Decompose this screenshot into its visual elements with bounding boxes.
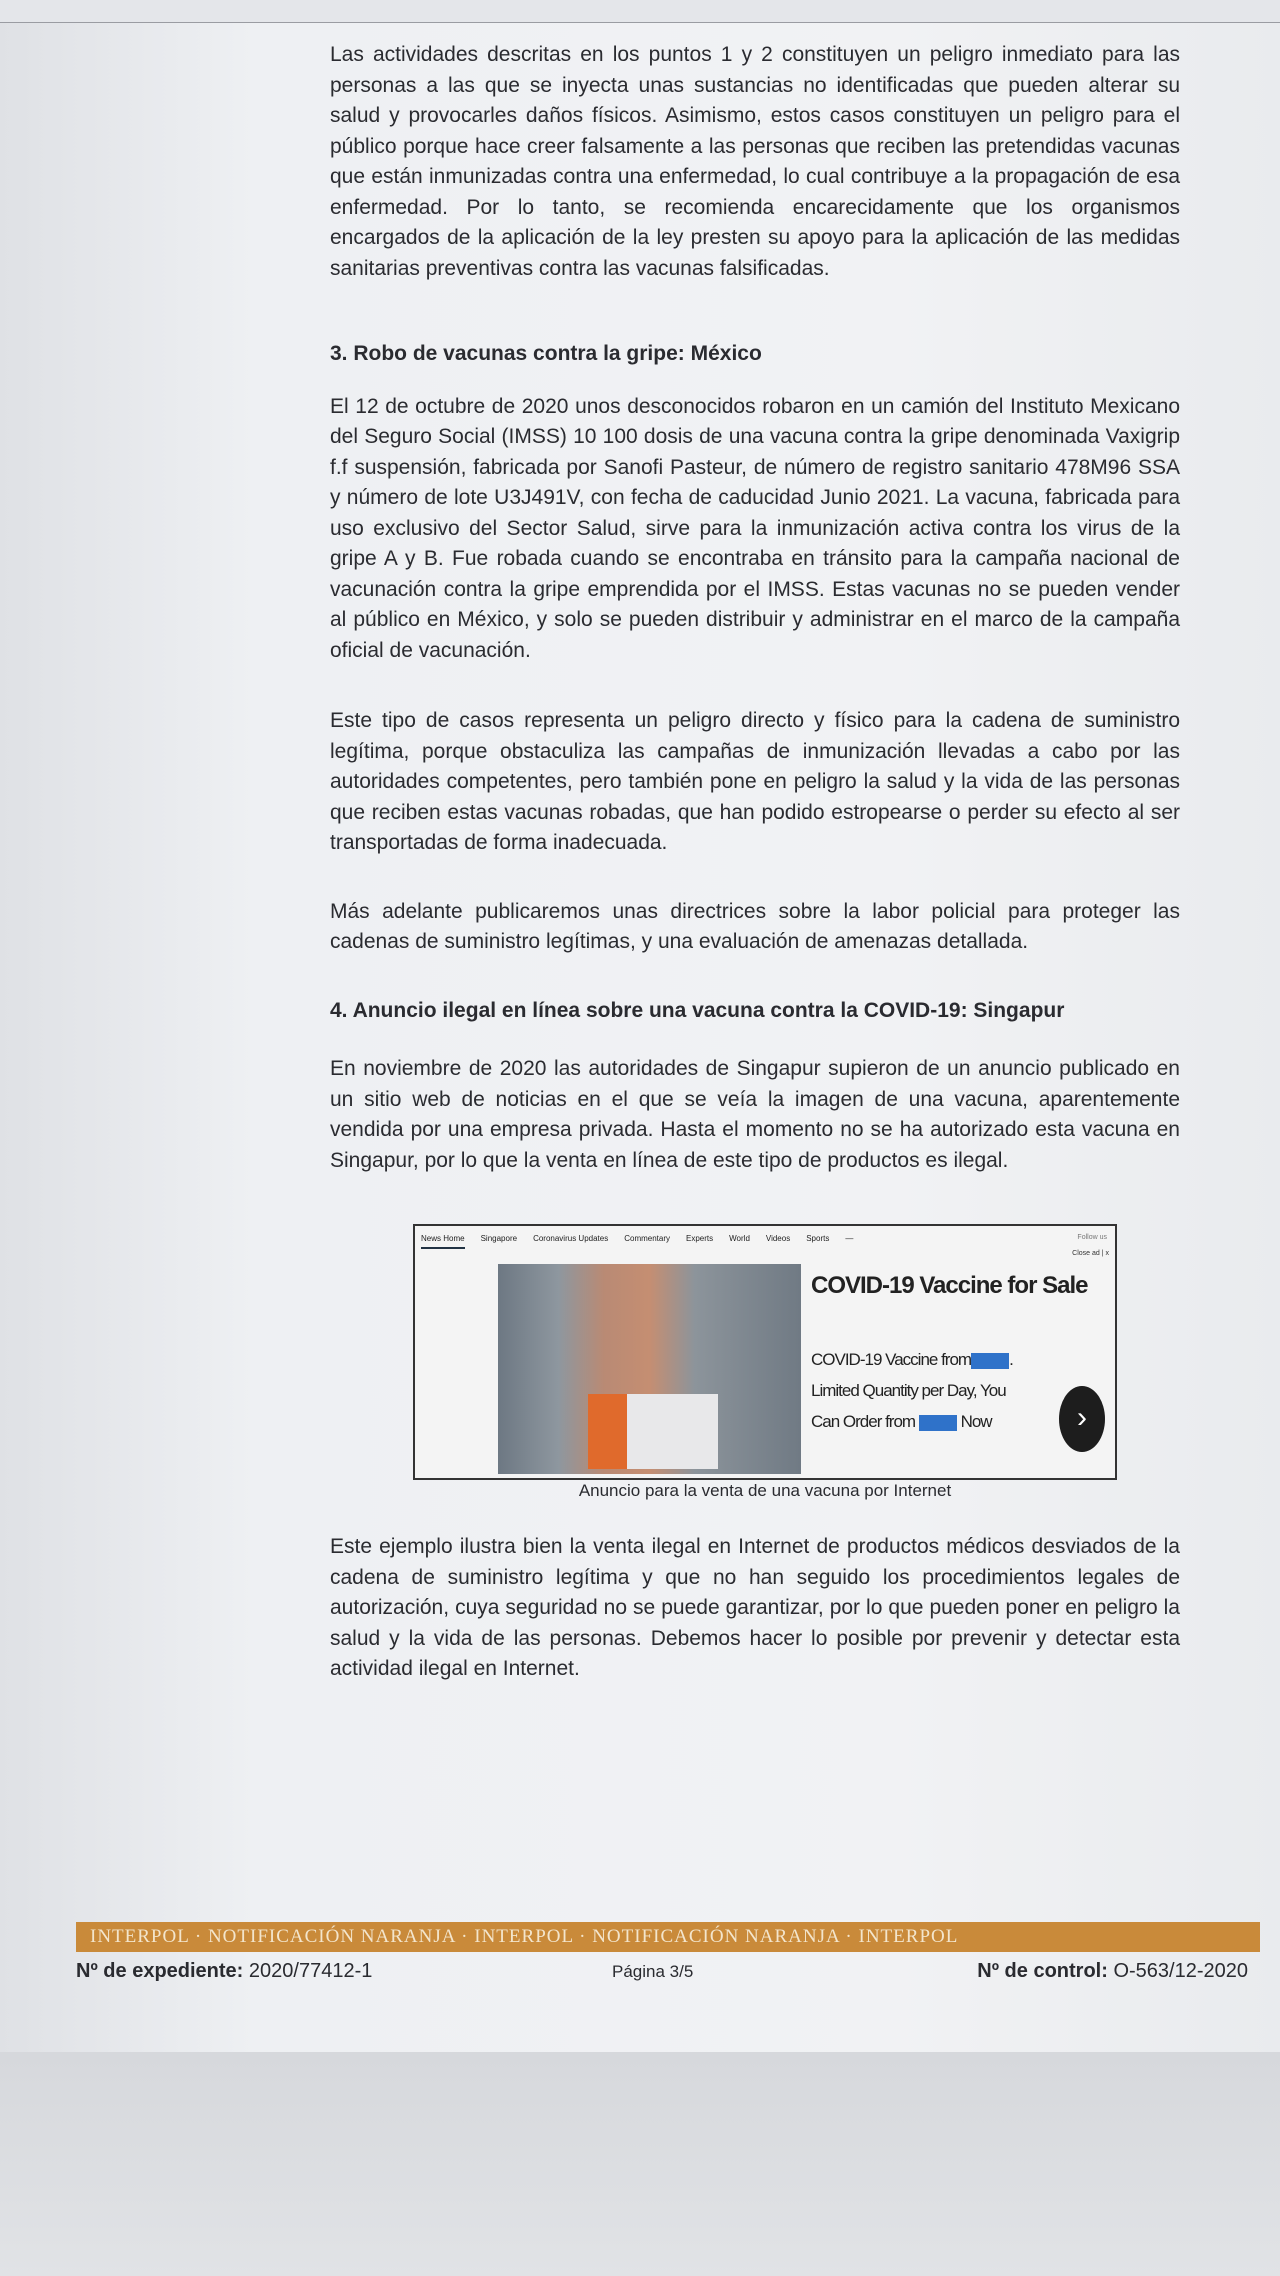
ad-line: Now [960, 1412, 992, 1431]
ad-line: Limited Quantity per Day, You [811, 1381, 1006, 1400]
nav-item: Singapore [480, 1234, 518, 1243]
paragraph: Este tipo de casos representa un peligro directo y físico para la cadena de suministro legítima, porque obstaculiza las campañas de inmunización llevadas a cabo por las autoridades competentes, pero también pone en peligro la salud y la vida de las personas que reciben estas vacunas robadas, que han podido estropearse o perder su efecto al ser transportadas de forma inadecuada. [330, 709, 1180, 854]
nav-item: News Home [421, 1234, 465, 1249]
ad-line: COVID-19 Vaccine from [811, 1350, 972, 1369]
figure-caption: Anuncio para la venta de una vacuna por Internet [578, 1481, 952, 1500]
news-nav [421, 1234, 853, 1249]
page-number: Página 3/5 [612, 1962, 694, 1981]
section-heading-3: 3. Robo de vacunas contra la gripe: México [330, 342, 762, 365]
redaction [971, 1353, 1009, 1369]
close-ad: Close ad | x [1072, 1250, 1109, 1257]
ad-line: Can Order from [811, 1412, 916, 1431]
paragraph: El 12 de octubre de 2020 unos desconocidos robaron en un camión del Instituto Mexicano del Seguro Social (IMSS) 10 100 dosis de una vacuna contra la gripe denominada Vaxigrip f.f suspensión, fabricada por Sanofi Pasteur, de número de registro sanitario 478M96 SSA y número de lote U3J491V, con fecha de caducidad Junio 2021. La vacuna, fabricada para uso exclusivo del Sector Salud, sirve para la inmunización activa contra los virus de la gripe A y B. Fue robada cuando se encontraba en tránsito para la campaña nacional de vacunación contra la gripe emprendida por el IMSS. Estas vacunas no se pueden vender al público en México, y solo se pueden distribuir y administrar en el marco de la campaña oficial de vacunación. [330, 394, 1180, 662]
chevron-right-icon: › [1059, 1386, 1105, 1452]
vaccine-box [588, 1394, 718, 1469]
nav-item: Sports [806, 1234, 830, 1243]
nav-item: Commentary [624, 1234, 671, 1243]
control-number: Nº de control: O-563/12-2020 [977, 1960, 1248, 1982]
ad-text: COVID-19 Vaccine from . Limited Quantity per Day, You Can Order from Now [811, 1350, 1013, 1431]
nav-item: — [845, 1234, 854, 1243]
vaccine-photo [498, 1264, 801, 1474]
nav-item: Videos [765, 1234, 791, 1243]
file-number: Nº de expediente: 2020/77412-1 [76, 1960, 373, 1982]
paragraph: Más adelante publicaremos unas directrices sobre la labor policial para proteger las cadenas de suministro legítimas, y una evaluación de amenazas detallada. [330, 899, 1180, 953]
ad-screenshot-figure [413, 1224, 1117, 1480]
redaction [919, 1415, 957, 1431]
background-surface [0, 2052, 1280, 2276]
paragraph: Este ejemplo ilustra bien la venta ilegal en Internet de productos médicos desviados de la cadena de suministro legítima y que no han seguido los procedimientos legales de autorización, cuya seguridad no se puede garantizar, por lo que pueden poner en peligro la salud y la vida de las personas. Debemos hacer lo posible por prevenir y detectar esta actividad ilegal en Internet. [330, 1535, 1180, 1680]
nav-item: World [729, 1234, 750, 1243]
paragraph: Las actividades descritas en los puntos 1 y 2 constituyen un peligro inmediato para las personas a las que se inyecta unas sustancias no identificadas que pueden alterar su salud y provocarles daños físicos. Asimismo, estos casos constituyen un peligro para el público porque hace creer falsamente a las personas que reciben las pretendidas vacunas que están inmunizadas contra una enfermedad, lo cual contribuye a la propagación de esa enfermedad. Por lo tanto, se recomienda encarecidamente que los organismos encargados de la aplicación de la ley presten su apoyo para la aplicación de las medidas sanitarias preventivas contra las vacunas falsificadas. [330, 43, 1180, 280]
follow-us: Follow us [1077, 1234, 1107, 1241]
interpol-footer-band: INTERPOL · NOTIFICACIÓN NARANJA · INTERPOL · NOTIFICACIÓN NARANJA · INTERPOL [76, 1922, 1260, 1952]
ad-title: COVID-19 Vaccine for Sale [811, 1272, 1088, 1299]
paragraph: En noviembre de 2020 las autoridades de Singapur supieron de un anuncio publicado en un sitio web de noticias en el que se veía la imagen de una vacuna, aparentemente vendida por una empresa privada. Hasta el momento no se ha autorizado esta vacuna en Singapur, por lo que la venta en línea de este tipo de productos es ilegal. [330, 1057, 1180, 1172]
text-column [330, 40, 1180, 1685]
nav-item: Experts [686, 1234, 714, 1243]
section-heading-4: 4. Anuncio ilegal en línea sobre una vacuna contra la COVID-19: Singapur [330, 998, 1065, 1022]
nav-item: Coronavirus Updates [533, 1234, 609, 1243]
